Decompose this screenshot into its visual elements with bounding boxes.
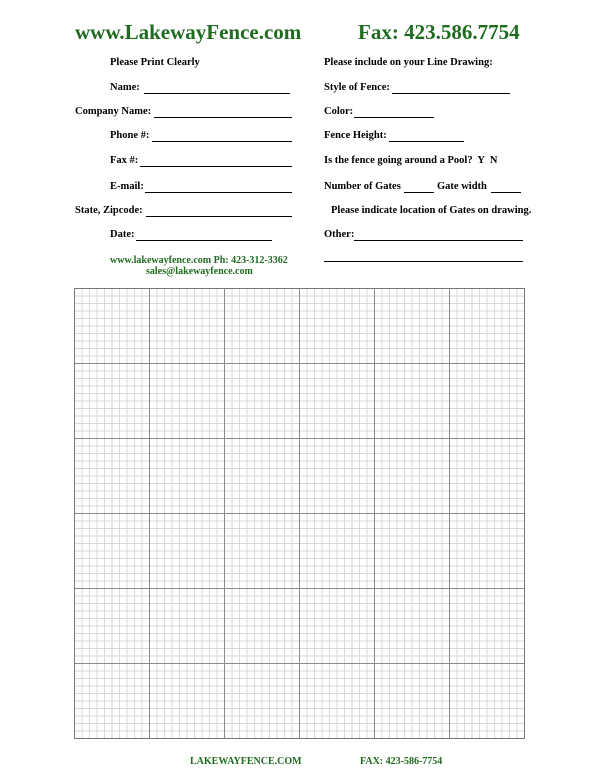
style-label: Style of Fence: [324, 82, 390, 93]
footer-site[interactable]: LAKEWAYFENCE.COM [190, 756, 302, 767]
gates-note: Please indicate location of Gates on drawing. [331, 205, 532, 216]
height-field[interactable] [389, 141, 464, 142]
phone-field[interactable] [152, 141, 292, 142]
gate-width-label: Gate width [437, 181, 487, 192]
email-label: E-mail: [110, 181, 144, 192]
gates-label: Number of Gates [324, 181, 401, 192]
drawing-grid[interactable] [74, 288, 525, 739]
name-label: Name: [110, 82, 140, 93]
color-field[interactable] [354, 117, 434, 118]
print-clearly-heading: Please Print Clearly [110, 57, 200, 68]
height-label: Fence Height: [324, 130, 387, 141]
name-field[interactable] [144, 93, 290, 94]
fax-field[interactable] [140, 166, 292, 167]
other-field-line-2[interactable] [324, 261, 523, 262]
state-zip-field[interactable] [146, 216, 292, 217]
email-field[interactable] [145, 192, 292, 193]
style-field[interactable] [392, 93, 510, 94]
contact-line-1: www.lakewayfence.com Ph: 423-312-3362 [110, 255, 288, 266]
date-field[interactable] [136, 240, 272, 241]
company-field[interactable] [154, 117, 292, 118]
fax-title: Fax: 423.586.7754 [358, 20, 520, 44]
company-label: Company Name: [75, 106, 152, 117]
gates-field[interactable] [404, 192, 434, 193]
state-zip-label: State, Zipcode: [75, 205, 143, 216]
line-drawing-heading: Please include on your Line Drawing: [324, 57, 493, 68]
color-label: Color: [324, 106, 354, 117]
other-label: Other: [324, 229, 355, 240]
phone-label: Phone #: [110, 130, 150, 141]
date-label: Date: [110, 229, 135, 240]
pool-question: Is the fence going around a Pool? Y N [324, 155, 498, 166]
other-field[interactable] [354, 240, 523, 241]
contact-line-2[interactable]: sales@lakewayfence.com [146, 266, 253, 277]
gate-width-field[interactable] [491, 192, 521, 193]
footer-fax: FAX: 423-586-7754 [360, 756, 443, 767]
fax-label: Fax #: [110, 155, 139, 166]
website-title[interactable]: www.LakewayFence.com [75, 20, 302, 44]
